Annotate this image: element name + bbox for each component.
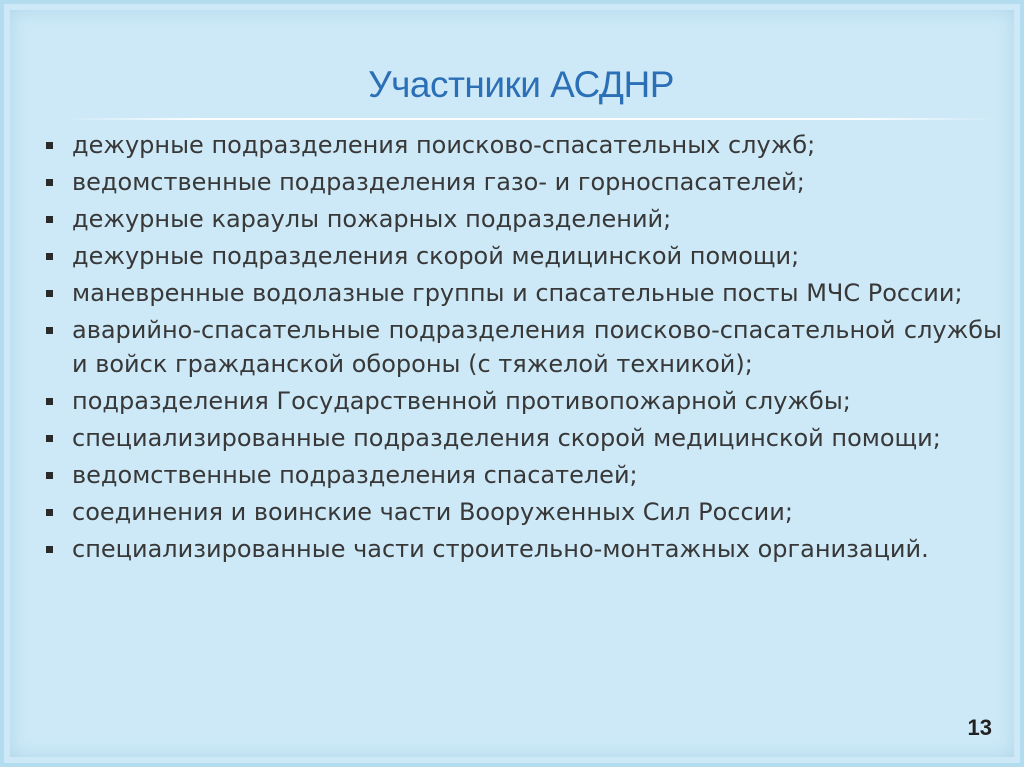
page-number: 13	[967, 715, 992, 740]
list-item-text: специализированные части строительно-монтажных организаций.	[72, 535, 929, 563]
square-bullet-icon	[46, 509, 53, 516]
list-item	[44, 458, 1002, 492]
square-bullet-icon	[46, 327, 53, 334]
square-bullet-icon	[46, 472, 53, 479]
list-item-text: подразделения Государственной противопожарной службы;	[72, 387, 851, 415]
list-item	[44, 202, 1002, 236]
list-item-text: дежурные караулы пожарных подразделений;	[72, 205, 672, 233]
square-bullet-icon	[46, 216, 53, 223]
list-item	[44, 313, 1002, 381]
list-item-text: дежурные подразделения поисково-спасательных служб;	[72, 131, 816, 159]
list-item	[44, 239, 1002, 273]
list-item-text: аварийно-спасательные подразделения поисково-спасательной службы и войск гражданской обороны (с тяжелой техникой);	[72, 316, 1002, 378]
square-bullet-icon	[46, 435, 53, 442]
square-bullet-icon	[46, 398, 53, 405]
list-item	[44, 384, 1002, 418]
title-divider	[64, 118, 994, 120]
list-item	[44, 276, 1002, 310]
list-item	[44, 421, 1002, 455]
square-bullet-icon	[46, 546, 53, 553]
list-item-text: ведомственные подразделения спасателей;	[72, 461, 638, 489]
square-bullet-icon	[46, 142, 53, 149]
list-item-text: дежурные подразделения скорой медицинской помощи;	[72, 242, 800, 270]
list-item	[44, 532, 1002, 566]
list-item-text: соединения и воинские части Вооруженных Сил России;	[72, 498, 793, 526]
list-item	[44, 495, 1002, 529]
list-item	[44, 165, 1002, 199]
participants-list	[44, 128, 1002, 569]
slide-title: Участники АСДНР	[368, 64, 674, 105]
list-item-text: специализированные подразделения скорой медицинской помощи;	[72, 424, 941, 452]
list-item	[44, 128, 1002, 162]
square-bullet-icon	[46, 253, 53, 260]
list-item-text: ведомственные подразделения газо- и горноспасателей;	[72, 168, 805, 196]
square-bullet-icon	[46, 290, 53, 297]
square-bullet-icon	[46, 179, 53, 186]
list-item-text: маневренные водолазные группы и спасательные посты МЧС России;	[72, 279, 963, 307]
